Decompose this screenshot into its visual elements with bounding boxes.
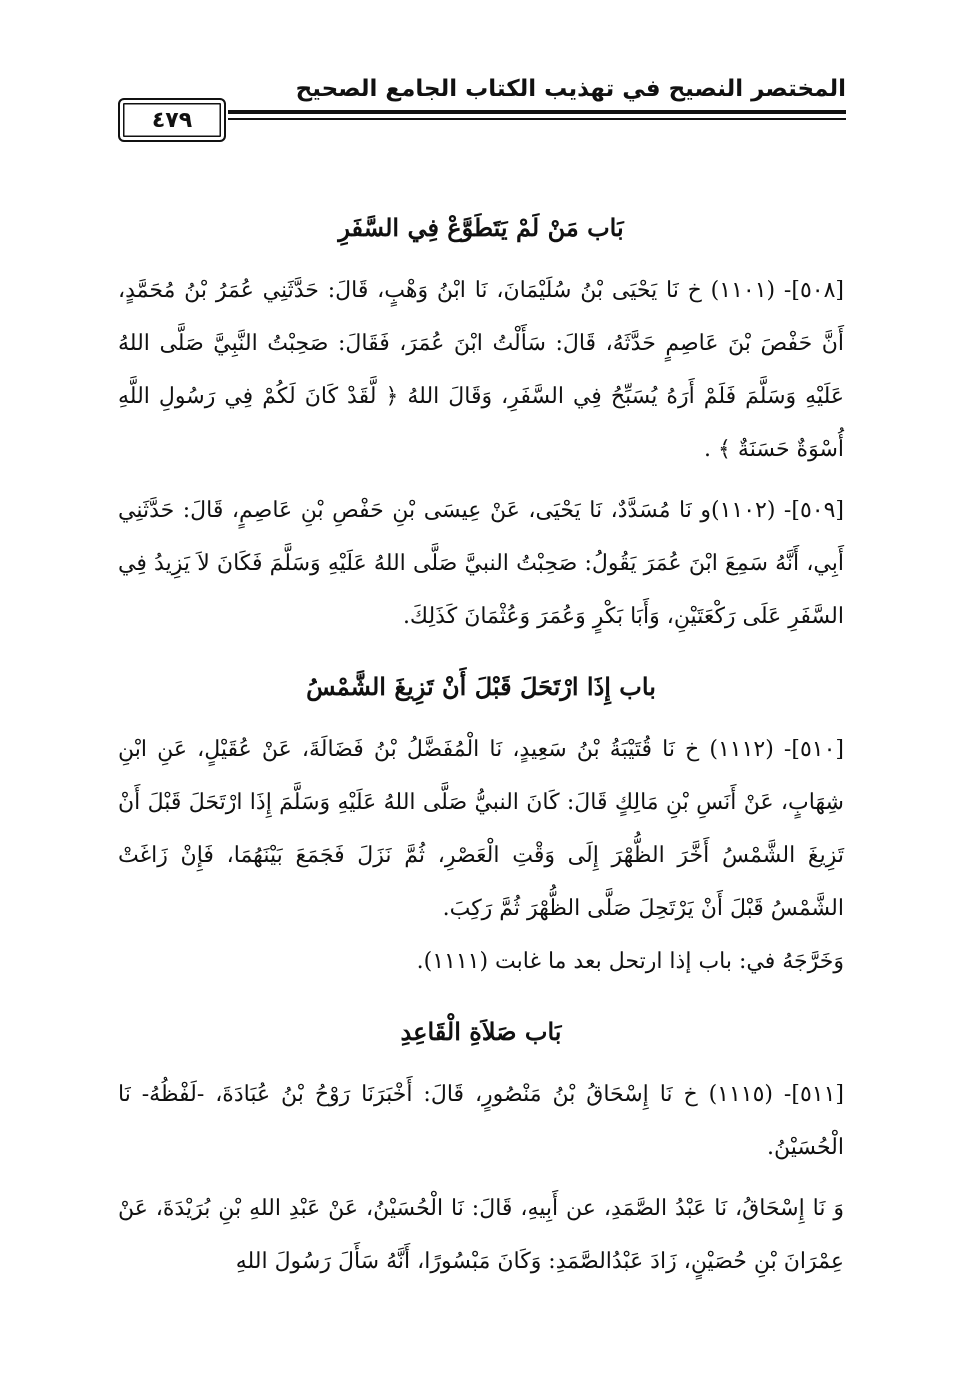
- section-no-voluntary-prayer-travel: [118, 206, 844, 643]
- chapter-heading: بَاب صَلاَةِ الْقَاعِدِ: [400, 1017, 562, 1046]
- section-sitting-prayer: [118, 1010, 844, 1288]
- chapter-heading: بَاب مَنْ لَمْ يَتَطَوَّعْ فِي السَّفَرِ: [338, 213, 624, 242]
- hadith-511-second-chain: وَ نَا إِسْحَاقُ، نَا عَبْدُ الصَّمَدِ، عن أَبِيهِ، قَالَ: نَا الْحُسَيْنُ، عَنْ عَبْدِ اللهِ بْنِ بُرَيْدَةَ، عَنْ عِمْرَانَ بْنِ حُصَيْنٍ، زَادَ عَبْدُالصَّمَدِ: وَكَانَ مَبْسُورًا، أَنَّهُ سَأَلَ رَسُولَ اللهِ: [118, 1196, 844, 1274]
- book-title: المختصر النصيح في تهذيب الكتاب الجامع الصحيح: [295, 76, 846, 102]
- header-rule-thick: [228, 110, 846, 114]
- page-number: ٤٧٩: [151, 107, 193, 133]
- hadith-511: [٥١١]- (١١١٥) خ نَا إِسْحَاقُ بْنُ مَنْصُورٍ، قَالَ: أَخْبَرَنَا رَوْحُ بْنُ عُبَادَةَ، -لَفْظُهُ- نَا الْحُسَيْنُ.: [118, 1082, 844, 1160]
- page-number-box: [118, 98, 226, 142]
- page-body: [118, 206, 844, 1288]
- section-departing-before-noon: [118, 665, 844, 988]
- hadith-508: [٥٠٨]- (١١٠١) خ نَا يَحْيَى بْنُ سُلَيْمَانَ، نَا ابْنُ وَهْبٍ، قَالَ: حَدَّثَنِي عُمَرُ بْنُ مُحَمَّدٍ، أَنَّ حَفْصَ بْنَ عَاصِمٍ حَدَّثَهُ، قَالَ: سَأَلْتُ ابْنَ عُمَرَ، فَقَالَ: صَحِبْتُ النَّبِيَّ صَلَّى اللهُ عَلَيْهِ وَسَلَّمَ فَلَمْ أَرَهُ يُسَبِّحُ فِي السَّفَرِ، وَقَالَ اللهُ ﴿ لَّقَدْ كَانَ لَكُمْ فِي رَسُولِ اللَّهِ أُسْوَةٌ حَسَنَةٌ ﴾ .: [118, 278, 844, 462]
- header-rule-thin: [228, 118, 846, 120]
- hadith-510: [٥١٠]- (١١١٢) خ نَا قُتَيْبَةُ بْنُ سَعِيدٍ، نَا الْمُفَضَّلُ بْنُ فَضَالَةَ، عَنْ عُقَيْلٍ، عَنِ ابْنِ شِهَابٍ، عَنْ أَنَسِ بْنِ مَالِكٍ قَالَ: كَانَ النبيُّ صَلَّى اللهُ عَلَيْهِ وَسَلَّمَ إِذَا ارْتَحَلَ قَبْلَ أَنْ تَزِيغَ الشَّمْسُ أَخَّرَ الظُّهْرَ إِلَى وَقْتِ الْعَصْرِ، ثُمَّ نَزَلَ فَجَمَعَ بَيْنَهُمَا، فَإِنْ زَاغَتْ الشَّمْسُ قَبْلَ أَنْ يَرْتَحِلَ صَلَّى الظُّهْرَ ثُمَّ رَكِبَ.: [118, 737, 844, 921]
- chapter-heading: باب إِذَا ارْتَحَلَ قَبْلَ أَنْ تَزِيغَ الشَّمْسُ: [306, 672, 656, 701]
- hadith-509: [٥٠٩]- (١١٠٢)و نَا مُسَدَّدٌ، نَا يَحْيَى، عَنْ عِيسَى بْنِ حَفْصِ بْنِ عَاصِمٍ، قَالَ: حَدَّثَنِي أَبِي، أَنَّهُ سَمِعَ ابْنَ عُمَرَ يَقُولُ: صَحِبْتُ النبيَّ صَلَّى اللهُ عَلَيْهِ وَسَلَّمَ فَكَانَ لاَ يَزِيدُ فِي السَّفَرِ عَلَى رَكْعَتَيْنِ، وَأَبَا بَكْرٍ وَعُمَرَ وَعُثْمَانَ كَذَلِكَ.: [118, 498, 845, 629]
- cross-reference-note: وَخَرَّجَهُ في: باب إذا ارتحل بعد ما غابت (١١١١).: [416, 949, 844, 974]
